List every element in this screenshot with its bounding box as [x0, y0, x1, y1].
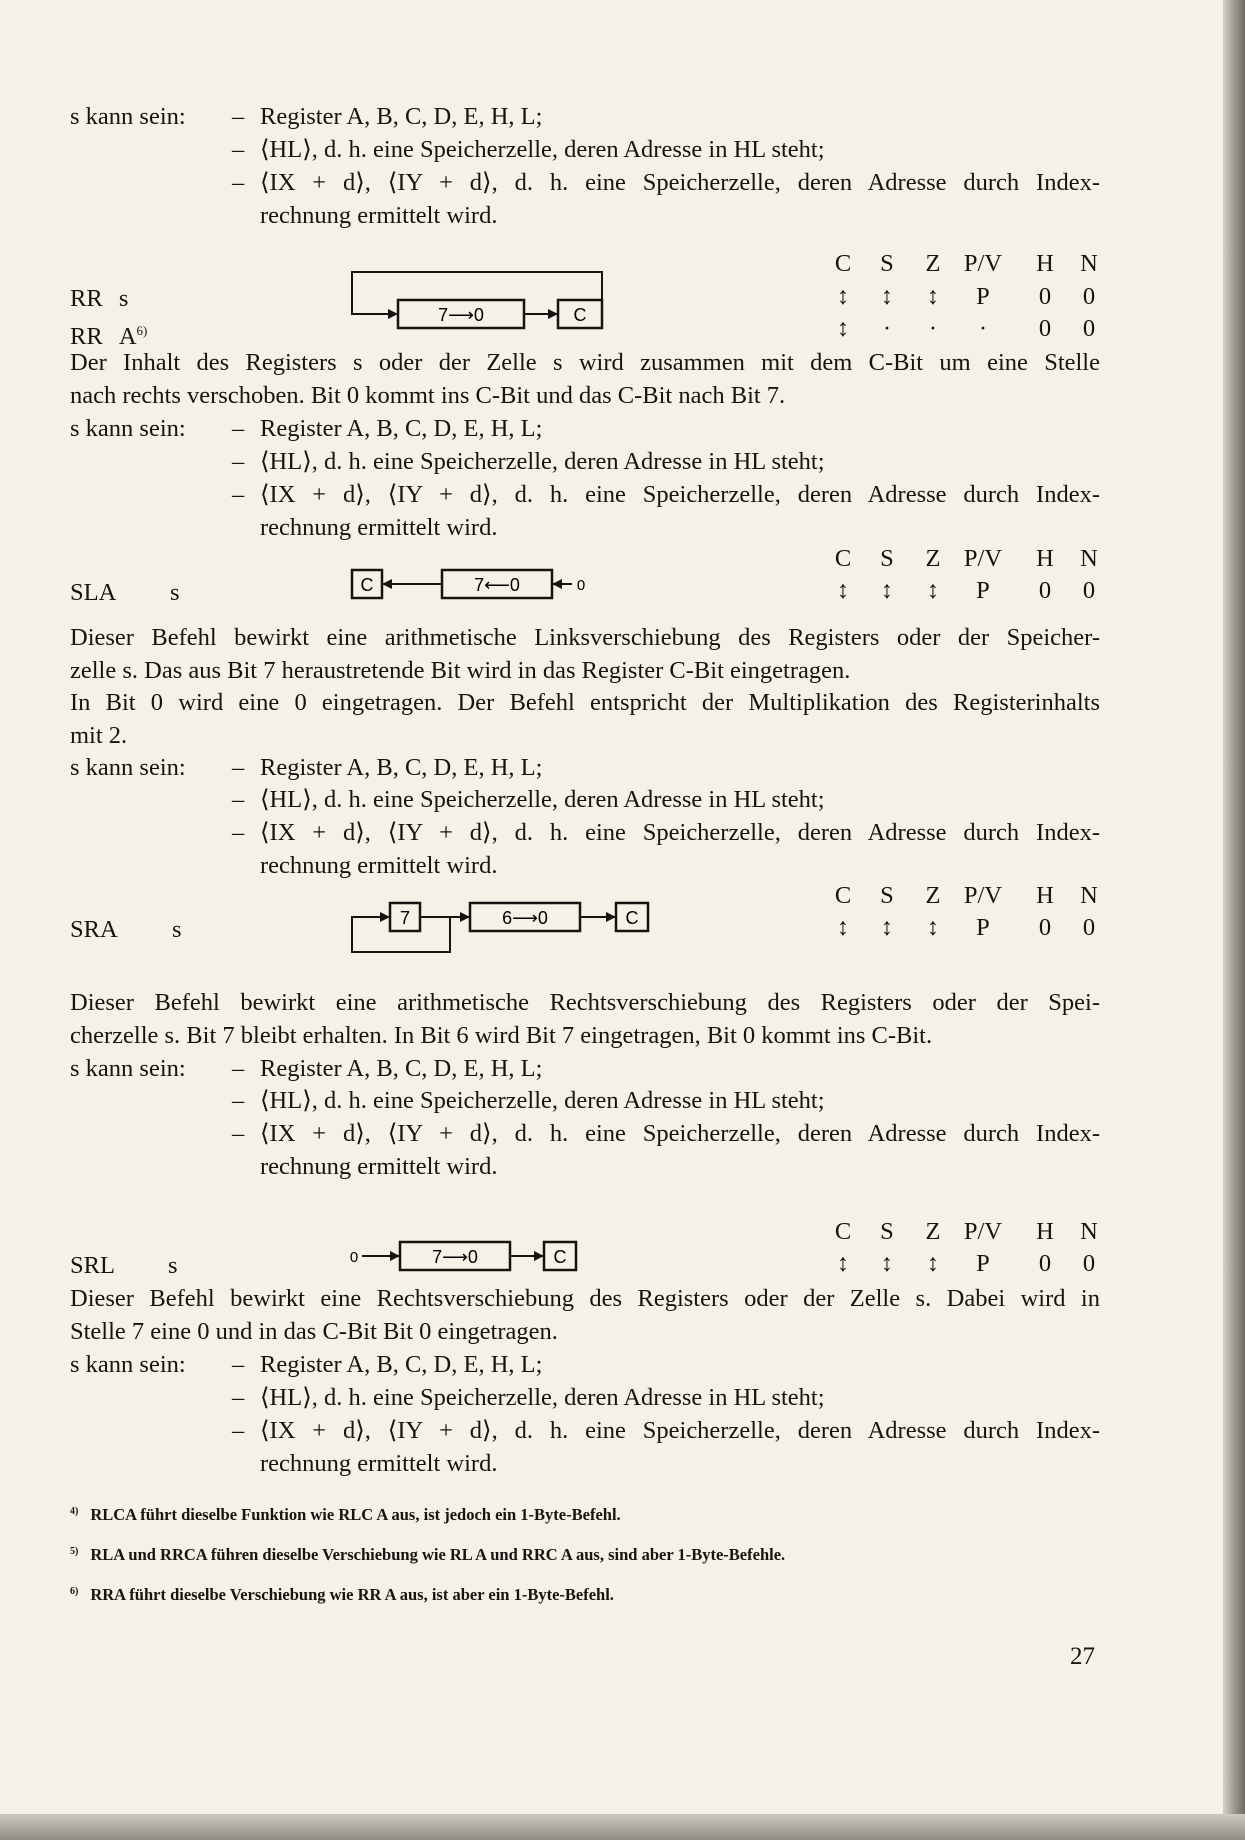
page-edge-shadow: [1223, 0, 1245, 1840]
sla-flags-row: [820, 577, 1110, 607]
dash: –: [232, 103, 245, 130]
sra-flags-row: [820, 914, 1110, 944]
dash: –: [232, 1417, 245, 1444]
flag-header-pv: P/V: [963, 1218, 1003, 1245]
rr-operand: s: [118, 285, 129, 312]
dash: –: [232, 754, 245, 781]
flag-header-s: S: [880, 545, 894, 572]
srl-operand: s: [168, 1252, 178, 1279]
flag-header-z: Z: [925, 545, 941, 572]
sla-desc-line: mit 2.: [70, 722, 128, 750]
sla-operand: s: [170, 579, 180, 606]
flag-pv: P: [976, 1250, 990, 1277]
sla-description: [70, 622, 1100, 753]
srl-shift-diagram: [346, 1238, 586, 1274]
flag-s: ↕: [880, 1250, 894, 1277]
flag-z: ↕: [926, 914, 940, 941]
rr-flags-row: [820, 283, 1110, 313]
sra-box-c: C: [625, 908, 639, 928]
flag-h: 0: [1038, 914, 1052, 941]
rr-a-flags-row: [820, 315, 1110, 345]
flag-h: 0: [1038, 315, 1052, 342]
flag-header-h: H: [1036, 545, 1054, 572]
dash: –: [232, 481, 245, 508]
flag-z: ↕: [926, 577, 940, 604]
flag-header-row: [820, 882, 1110, 912]
dash: –: [232, 1351, 245, 1378]
s-option-index: ⟨IX + d⟩, ⟨IY + d⟩, d. h. eine Speicherzelle, deren Adresse durch Index-: [260, 819, 1100, 846]
flag-header-n: N: [1080, 545, 1098, 572]
footnote-ref: 4): [70, 1505, 79, 1517]
sra-desc-line: cherzelle s. Bit 7 bleibt erhalten. In Bit 6 wird Bit 7 eingetragen, Bit 0 kommt ins C-Bit.: [70, 1021, 933, 1049]
rr-box-main: 7⟶0: [438, 305, 484, 325]
sla-shift-diagram: [350, 566, 600, 602]
flag-header-n: N: [1080, 1218, 1098, 1245]
flag-pv: P: [976, 577, 990, 604]
flag-n: 0: [1082, 577, 1096, 604]
dash: –: [232, 169, 245, 196]
flag-pv: ·: [978, 315, 988, 342]
flag-header-s: S: [880, 1218, 894, 1245]
flag-header-row: [820, 545, 1110, 575]
s-option-index-cont: rechnung ermittelt wird.: [260, 202, 498, 229]
flag-header-z: Z: [925, 1218, 941, 1245]
s-option-hl: ⟨HL⟩, d. h. eine Speicherzelle, deren Adresse in HL steht;: [260, 1087, 825, 1114]
flag-header-c: C: [834, 1218, 852, 1245]
flag-header-z: Z: [925, 250, 941, 277]
sla-desc-line: In Bit 0 wird eine 0 eingetragen. Der Befehl entspricht der Multiplikation des Registerinhalts: [70, 689, 1100, 717]
s-option-register: Register A, B, C, D, E, H, L;: [260, 103, 543, 130]
s-option-register: Register A, B, C, D, E, H, L;: [260, 754, 543, 781]
s-options-label: s kann sein:: [70, 103, 186, 130]
flag-s: ↕: [880, 577, 894, 604]
rr-box-c: C: [573, 305, 587, 325]
s-option-index-cont: rechnung ermittelt wird.: [260, 1450, 498, 1477]
dash: –: [232, 415, 245, 442]
flag-header-s: S: [880, 250, 894, 277]
flag-c: ↕: [836, 283, 850, 310]
sra-shift-diagram: [350, 896, 660, 960]
rr-a-operand: A: [118, 323, 137, 351]
s-options-label: s kann sein:: [70, 1351, 186, 1378]
flag-header-pv: P/V: [963, 882, 1003, 909]
sra-desc-line: Dieser Befehl bewirkt eine arithmetische Rechtsverschiebung des Registers oder der Spei-: [70, 989, 1100, 1016]
srl-box-c: C: [553, 1247, 567, 1267]
flag-header-c: C: [834, 545, 852, 572]
flag-header-h: H: [1036, 1218, 1054, 1245]
rr-description: [70, 347, 1100, 412]
footnote-5: [70, 1545, 785, 1565]
flag-header-pv: P/V: [963, 250, 1003, 277]
flag-c: ↕: [836, 577, 850, 604]
sla-box-main: 7⟵0: [474, 575, 520, 595]
flag-header-c: C: [834, 882, 852, 909]
flag-header-row: [820, 1218, 1110, 1248]
s-option-hl: ⟨HL⟩, d. h. eine Speicherzelle, deren Adresse in HL steht;: [260, 786, 825, 813]
s-option-index-cont: rechnung ermittelt wird.: [260, 852, 498, 879]
srl-flags-row: [820, 1250, 1110, 1280]
footnote-text: RLCA führt dieselbe Funktion wie RLC A aus, ist jedoch ein 1-Byte-Befehl.: [90, 1505, 621, 1524]
sla-input-zero: 0: [576, 577, 586, 594]
flag-pv: P: [976, 283, 990, 310]
rr-desc-line: nach rechts verschoben. Bit 0 kommt ins C-Bit und das C-Bit nach Bit 7.: [70, 381, 786, 409]
flag-s: ↕: [880, 283, 894, 310]
flag-n: 0: [1082, 315, 1096, 342]
flag-header-c: C: [834, 250, 852, 277]
flag-h: 0: [1038, 1250, 1052, 1277]
sla-mnemonic: SLA: [70, 579, 117, 606]
rr-a-mnemonic-text: RR: [70, 323, 103, 351]
sla-desc-line: zelle s. Das aus Bit 7 heraustretende Bit wird in das Register C-Bit eingetragen.: [70, 656, 851, 684]
flag-s: ·: [882, 315, 892, 342]
srl-description: [70, 1283, 1100, 1348]
s-option-register: Register A, B, C, D, E, H, L;: [260, 1055, 543, 1082]
s-options-label: s kann sein:: [70, 415, 186, 442]
rr-mnemonic: [70, 283, 128, 315]
flag-pv: P: [976, 914, 990, 941]
s-option-index: ⟨IX + d⟩, ⟨IY + d⟩, d. h. eine Speicherzelle, deren Adresse durch Index-: [260, 169, 1100, 196]
flag-n: 0: [1082, 1250, 1096, 1277]
sra-box-main: 6⟶0: [502, 908, 548, 928]
sra-mnemonic: SRA: [70, 916, 118, 943]
s-option-register: Register A, B, C, D, E, H, L;: [260, 415, 543, 442]
flag-n: 0: [1082, 283, 1096, 310]
flag-header-z: Z: [925, 882, 941, 909]
s-options-label: s kann sein:: [70, 754, 186, 781]
srl-desc-line: Stelle 7 eine 0 und in das C-Bit Bit 0 eingetragen.: [70, 1317, 558, 1345]
dash: –: [232, 1087, 245, 1114]
page-bottom-shadow: [0, 1814, 1245, 1840]
srl-desc-line: Dieser Befehl bewirkt eine Rechtsverschiebung des Registers oder der Zelle s. Dabei wird in: [70, 1285, 1100, 1312]
page-number: 27: [1070, 1643, 1095, 1670]
flag-header-n: N: [1080, 250, 1098, 277]
rr-desc-line: Der Inhalt des Registers s oder der Zelle s wird zusammen mit dem C-Bit um eine Stelle: [70, 349, 1100, 376]
rr-mnemonic-text: RR: [70, 285, 103, 312]
s-option-register: Register A, B, C, D, E, H, L;: [260, 1351, 543, 1378]
s-option-hl: ⟨HL⟩, d. h. eine Speicherzelle, deren Adresse in HL steht;: [260, 448, 825, 475]
footnote-4: [70, 1505, 621, 1525]
sla-desc-line: Dieser Befehl bewirkt eine arithmetische Linksverschiebung des Registers oder der Speicher-: [70, 624, 1100, 651]
dash: –: [232, 1055, 245, 1082]
flag-z: ·: [928, 315, 938, 342]
srl-box-main: 7⟶0: [432, 1247, 478, 1267]
footnote-text: RRA führt dieselbe Verschiebung wie RR A aus, ist aber ein 1-Byte-Befehl.: [90, 1585, 614, 1604]
s-option-hl: ⟨HL⟩, d. h. eine Speicherzelle, deren Adresse in HL steht;: [260, 136, 825, 163]
footnote-ref: 5): [70, 1545, 79, 1557]
sra-box-7: 7: [399, 908, 411, 928]
sra-description: [70, 987, 1100, 1052]
s-options-label: s kann sein:: [70, 1055, 186, 1082]
sla-box-c: C: [360, 575, 374, 595]
rr-shift-diagram: [348, 268, 608, 332]
srl-input-zero: 0: [349, 1249, 359, 1266]
footnote-ref-6: 6): [136, 323, 148, 338]
flag-c: ↕: [836, 1250, 850, 1277]
srl-mnemonic: SRL: [70, 1252, 115, 1279]
flag-header-h: H: [1036, 250, 1054, 277]
s-option-index-cont: rechnung ermittelt wird.: [260, 514, 498, 541]
flag-header-s: S: [880, 882, 894, 909]
dash: –: [232, 819, 245, 846]
s-option-index-cont: rechnung ermittelt wird.: [260, 1153, 498, 1180]
footnote-text: RLA und RRCA führen dieselbe Verschiebung wie RL A und RRC A aus, sind aber 1-Byte-Befehle.: [90, 1545, 786, 1564]
s-option-index: ⟨IX + d⟩, ⟨IY + d⟩, d. h. eine Speicherzelle, deren Adresse durch Index-: [260, 481, 1100, 508]
flag-header-n: N: [1080, 882, 1098, 909]
dash: –: [232, 786, 245, 813]
s-option-index: ⟨IX + d⟩, ⟨IY + d⟩, d. h. eine Speicherzelle, deren Adresse durch Index-: [260, 1417, 1100, 1444]
footnote-ref: 6): [70, 1585, 79, 1597]
sra-operand: s: [172, 916, 182, 943]
flag-header-pv: P/V: [963, 545, 1003, 572]
dash: –: [232, 1120, 245, 1147]
flag-z: ↕: [926, 1250, 940, 1277]
s-option-hl: ⟨HL⟩, d. h. eine Speicherzelle, deren Adresse in HL steht;: [260, 1384, 825, 1411]
dash: –: [232, 448, 245, 475]
flag-header-h: H: [1036, 882, 1054, 909]
footnote-6: [70, 1585, 614, 1605]
flag-h: 0: [1038, 577, 1052, 604]
flag-s: ↕: [880, 914, 894, 941]
flag-h: 0: [1038, 283, 1052, 310]
s-option-index: ⟨IX + d⟩, ⟨IY + d⟩, d. h. eine Speicherzelle, deren Adresse durch Index-: [260, 1120, 1100, 1147]
dash: –: [232, 136, 245, 163]
flag-header-row: [820, 250, 1110, 280]
dash: –: [232, 1384, 245, 1411]
flag-n: 0: [1082, 914, 1096, 941]
flag-z: ↕: [926, 283, 940, 310]
flag-c: ↕: [836, 315, 850, 342]
flag-c: ↕: [836, 914, 850, 941]
